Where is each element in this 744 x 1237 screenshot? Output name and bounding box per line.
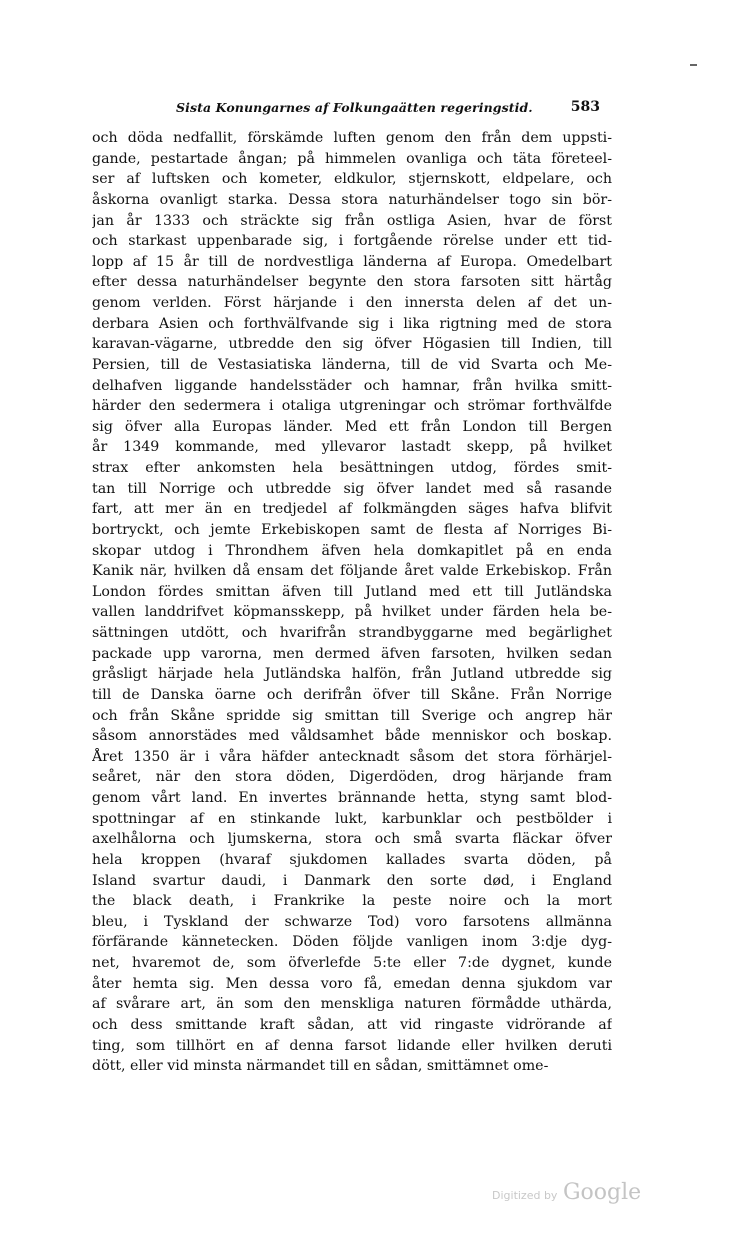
text-line: och dess smittande kraft sådan, att vid ringaste vidrörande af bbox=[92, 1016, 612, 1033]
text-line: derbara Asien och forthvälfvande sig i lika rigtning med de stora bbox=[92, 315, 612, 332]
text-line: gande, pestartade ångan; på himmelen ovanliga och täta företeel- bbox=[92, 150, 612, 167]
text-line: såsom annorstädes med våldsamhet både menniskor och boskap. bbox=[92, 728, 612, 745]
text-line: genom verlden. Först härjande i den innersta delen af det un- bbox=[92, 295, 612, 311]
text-line: Året 1350 är i våra häfder antecknadt såsom det stora förhärjel- bbox=[92, 748, 612, 765]
watermark-small-text: Digitized by bbox=[492, 1189, 558, 1202]
text-line: till de Danska öarne och derifrån öfver till Skåne. Från Norrige bbox=[92, 686, 612, 703]
text-line: the black death, i Frankrike la peste noire och la mort bbox=[92, 893, 612, 910]
digitized-watermark bbox=[492, 1180, 641, 1205]
text-line: Kanik när, hvilken då ensam det följande året valde Erkebiskop. Från bbox=[92, 563, 612, 580]
watermark-brand-text: Google bbox=[562, 1180, 642, 1205]
text-line: genom vårt land. En invertes brännande hetta, styng samt blod- bbox=[92, 790, 612, 806]
text-line: Persien, till de Vestasiatiska länderna, till de vid Svarta och Me- bbox=[92, 356, 612, 373]
text-line: gråsligt härjade hela Jutländska halfön, från Jutland utbredde sig bbox=[92, 666, 612, 683]
text-line: fart, att mer än en tredjedel af folkmängden säges hafva blifvit bbox=[92, 501, 612, 518]
body-text bbox=[92, 128, 612, 1077]
text-line: ser af luftsken och kometer, eldkulor, stjernskott, eldpelare, och bbox=[92, 171, 612, 188]
text-line: delhafven liggande handelsstäder och hamnar, från hvilka smitt- bbox=[92, 377, 612, 394]
text-line: bortryckt, och jemte Erkebiskopen samt de flesta af Norriges Bi- bbox=[92, 521, 612, 538]
text-line: tan till Norrige och utbredde sig öfver landet med så rasande bbox=[92, 480, 612, 497]
text-line: jan år 1333 och sträckte sig från ostliga Asien, hvar de först bbox=[92, 212, 612, 229]
text-line: packade upp varorna, men dermed äfven farsoten, hvilken sedan bbox=[92, 645, 612, 662]
text-line: London fördes smittan äfven till Jutland med ett till Jutländska bbox=[92, 583, 612, 600]
text-line: skopar utdog i Throndhem äfven hela domkapitlet på en enda bbox=[92, 542, 612, 559]
text-line: sig öfver alla Europas länder. Med ett från London till Bergen bbox=[92, 418, 612, 435]
text-line: hela kroppen (hvaraf sjukdomen kallades svarta döden, på bbox=[92, 851, 612, 868]
text-line: åter hemta sig. Men dessa voro få, emedan denna sjukdom var bbox=[92, 975, 612, 992]
text-line: bleu, i Tyskland der schwarze Tod) voro farsotens allmänna bbox=[92, 913, 612, 930]
text-line: förfärande kännetecken. Döden följde vanligen inom 3:dje dyg- bbox=[92, 934, 612, 951]
text-line: och starkast uppenbarade sig, i fortgående rörelse under ett tid- bbox=[92, 233, 612, 250]
text-line: sättningen utdött, och hvarifrån strandbyggarne med begärlighet bbox=[92, 625, 612, 641]
text-line: net, hvaremot de, som öfverlefde 5:te eller 7:de dygnet, kunde bbox=[92, 955, 612, 971]
text-line: och döda nedfallit, förskämde luften genom den från dem uppsti- bbox=[92, 130, 612, 146]
text-line: vallen landdrifvet köpmansskepp, på hvilket under färden hela be- bbox=[92, 604, 612, 621]
text-line: karavan-vägarne, utbredde den sig öfver Högasien till Indien, till bbox=[92, 336, 612, 353]
running-header bbox=[112, 100, 612, 126]
page-number: 583 bbox=[570, 99, 600, 115]
text-line: dött, eller vid minsta närmandet till en sådan, smittämnet ome- bbox=[92, 1058, 549, 1075]
text-line: Island svartur daudi, i Danmark den sorte død, i England bbox=[92, 872, 612, 889]
text-line: år 1349 kommande, med yllevaror lastadt skepp, på hvilket bbox=[92, 439, 612, 456]
text-line: axelhålorna och ljumskerna, stora och små svarta fläckar öfver bbox=[92, 831, 612, 848]
text-line: spottningar af en stinkande lukt, karbunklar och pestbölder i bbox=[92, 810, 612, 827]
text-line: ting, som tillhört en af denna farsot lidande eller hvilken deruti bbox=[92, 1037, 612, 1054]
text-line: och från Skåne spridde sig smittan till Sverige och angrep här bbox=[92, 707, 612, 724]
text-line: strax efter ankomsten hela besättningen utdog, fördes smit- bbox=[92, 460, 612, 476]
text-line: efter dessa naturhändelser begynte den stora farsoten sitt härtåg bbox=[92, 274, 612, 291]
text-line: lopp af 15 år till de nordvestliga länderna af Europa. Omedelbart bbox=[92, 253, 612, 270]
text-line: härder den sedermera i otaliga utgreningar och strömar forthvälfde bbox=[92, 398, 612, 415]
running-header-title: Sista Konungarnes af Folkungaätten regeringstid. bbox=[176, 100, 533, 115]
page-mark bbox=[690, 64, 697, 66]
text-line: åskorna ovanligt starka. Dessa stora naturhändelser togo sin bör- bbox=[92, 191, 612, 208]
text-line: af svårare art, än som den menskliga naturen förmådde uthärda, bbox=[92, 996, 612, 1013]
text-line: seåret, när den stora döden, Digerdöden, drog härjande fram bbox=[92, 769, 612, 786]
